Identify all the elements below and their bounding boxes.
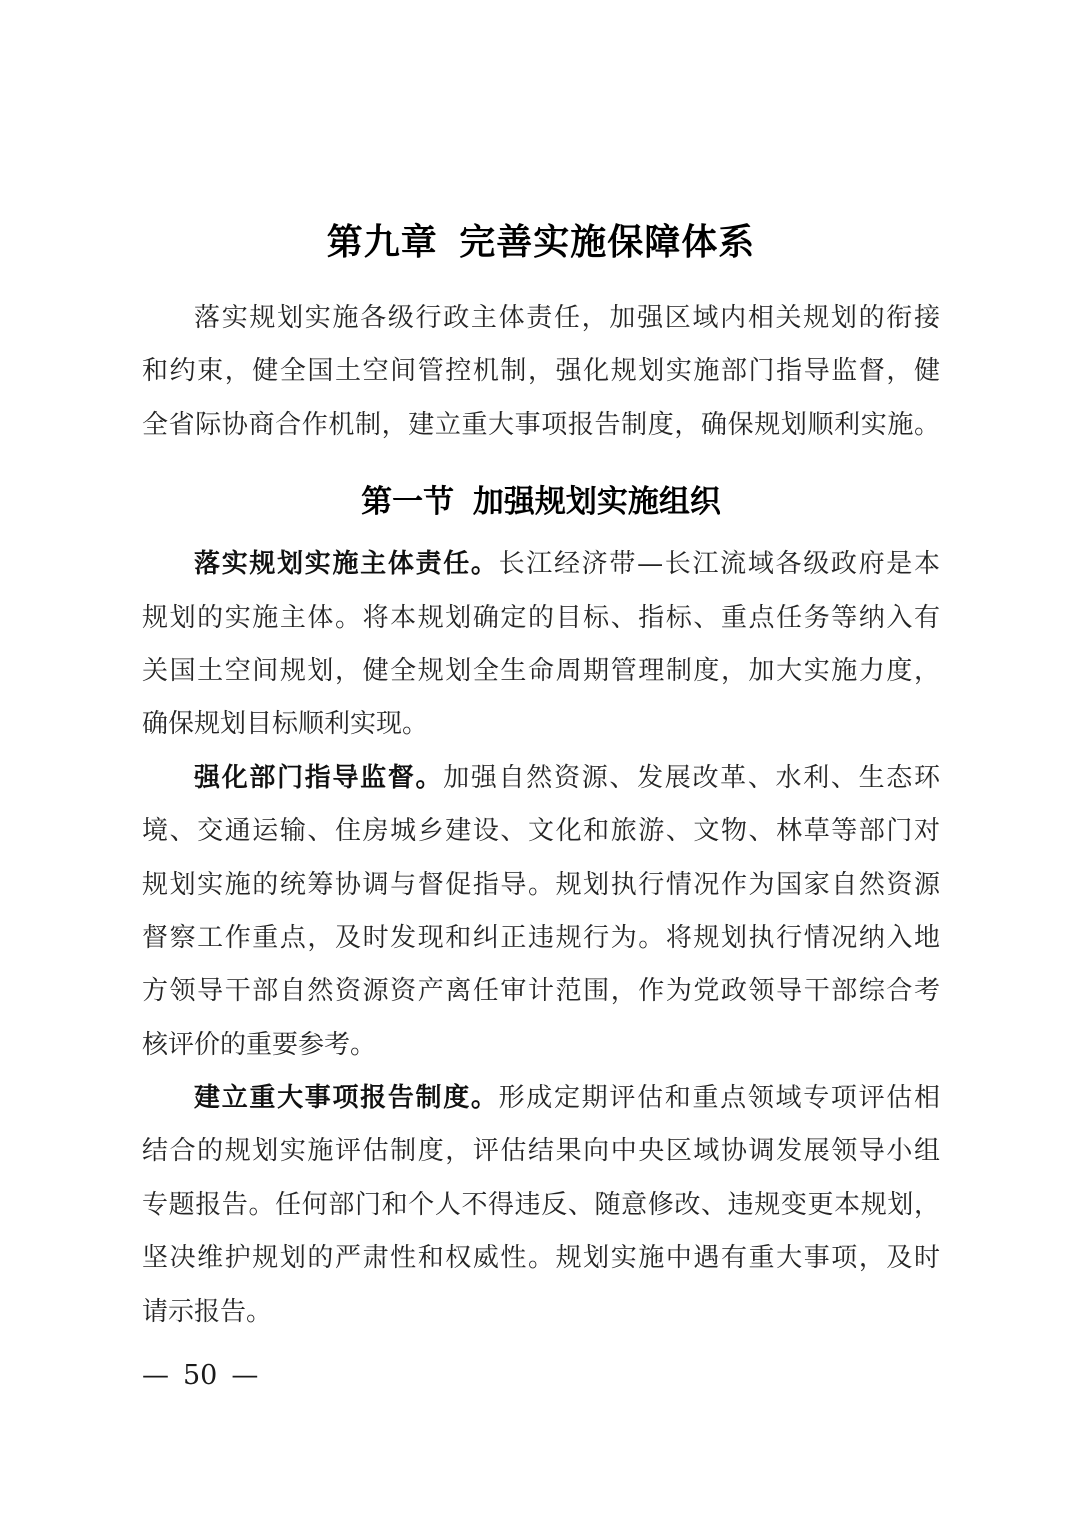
paragraph-major-matters-reporting <box>142 1072 940 1339</box>
text-line <box>142 912 940 965</box>
page-content <box>142 0 940 1391</box>
paragraph-implementation-responsibility <box>142 538 940 752</box>
line-text: 长江经济带—长江流域各级政府是本 <box>498 549 940 580</box>
footer-left-dash: — <box>142 1360 169 1392</box>
text-line <box>142 399 940 452</box>
bold-lead: 强化部门指导监督。 <box>194 762 444 793</box>
line-text: 请示报告。 <box>142 1296 273 1327</box>
line-text: 落实规划实施各级行政主体责任，加强区域内相关规划的衔接 <box>194 303 940 333</box>
text-line <box>142 965 940 1018</box>
text-line <box>142 345 940 398</box>
line-text: 确保规划目标顺利实现。 <box>142 709 429 740</box>
line-text: 境、交通运输、住房城乡建设、文化和旅游、文物、林草等部门对 <box>142 816 940 847</box>
line-text: 督察工作重点，及时发现和纠正违规行为。将规划执行情况纳入地 <box>142 922 940 953</box>
text-line <box>142 1179 940 1232</box>
paragraph-department-supervision <box>142 752 940 1072</box>
line-text: 专题报告。任何部门和个人不得违反、随意修改、违规变更本规划， <box>142 1189 940 1220</box>
text-line <box>142 1286 940 1339</box>
section-title: 第一节 加强规划实施组织 <box>361 484 721 521</box>
line-text: 核评价的重要参考。 <box>142 1029 377 1060</box>
line-text: 加强自然资源、发展改革、水利、生态环 <box>443 762 940 793</box>
line-text: 形成定期评估和重点领域专项评估相 <box>498 1083 940 1114</box>
text-line <box>142 859 940 912</box>
line-text: 规划实施的统筹协调与督促指导。规划执行情况作为国家自然资源 <box>142 869 940 900</box>
text-line <box>142 1019 940 1072</box>
text-line <box>142 805 940 858</box>
chapter-title: 第九章 完善实施保障体系 <box>326 222 756 263</box>
bold-lead: 建立重大事项报告制度。 <box>194 1083 499 1114</box>
page-number: 50 <box>183 1360 218 1392</box>
line-text: 规划的实施主体。将本规划确定的目标、指标、重点任务等纳入有 <box>142 602 940 633</box>
line-text: 关国土空间规划，健全规划全生命周期管理制度，加大实施力度， <box>142 655 940 686</box>
line-text: 坚决维护规划的严肃性和权威性。规划实施中遇有重大事项，及时 <box>142 1243 940 1274</box>
paragraph-intro <box>142 292 940 452</box>
line-text: 结合的规划实施评估制度，评估结果向中央区域协调发展领导小组 <box>142 1136 940 1167</box>
line-text: 全省际协商合作机制，建立重大事项报告制度，确保规划顺利实施。 <box>142 409 940 440</box>
text-line <box>142 292 940 345</box>
footer-right-dash: — <box>231 1360 259 1392</box>
text-line <box>142 698 940 751</box>
line-text: 和约束，健全国土空间管控机制，强化规划实施部门指导监督，健 <box>142 356 940 387</box>
text-line <box>142 538 940 591</box>
bold-lead: 落实规划实施主体责任。 <box>194 549 499 580</box>
page-footer <box>142 1361 940 1391</box>
text-line <box>142 752 940 805</box>
text-line <box>142 1072 940 1125</box>
line-text: 方领导干部自然资源资产离任审计范围，作为党政领导干部综合考 <box>142 976 940 1007</box>
text-line <box>142 645 940 698</box>
text-line <box>142 1125 940 1178</box>
text-line <box>142 1232 940 1285</box>
text-line <box>142 592 940 645</box>
